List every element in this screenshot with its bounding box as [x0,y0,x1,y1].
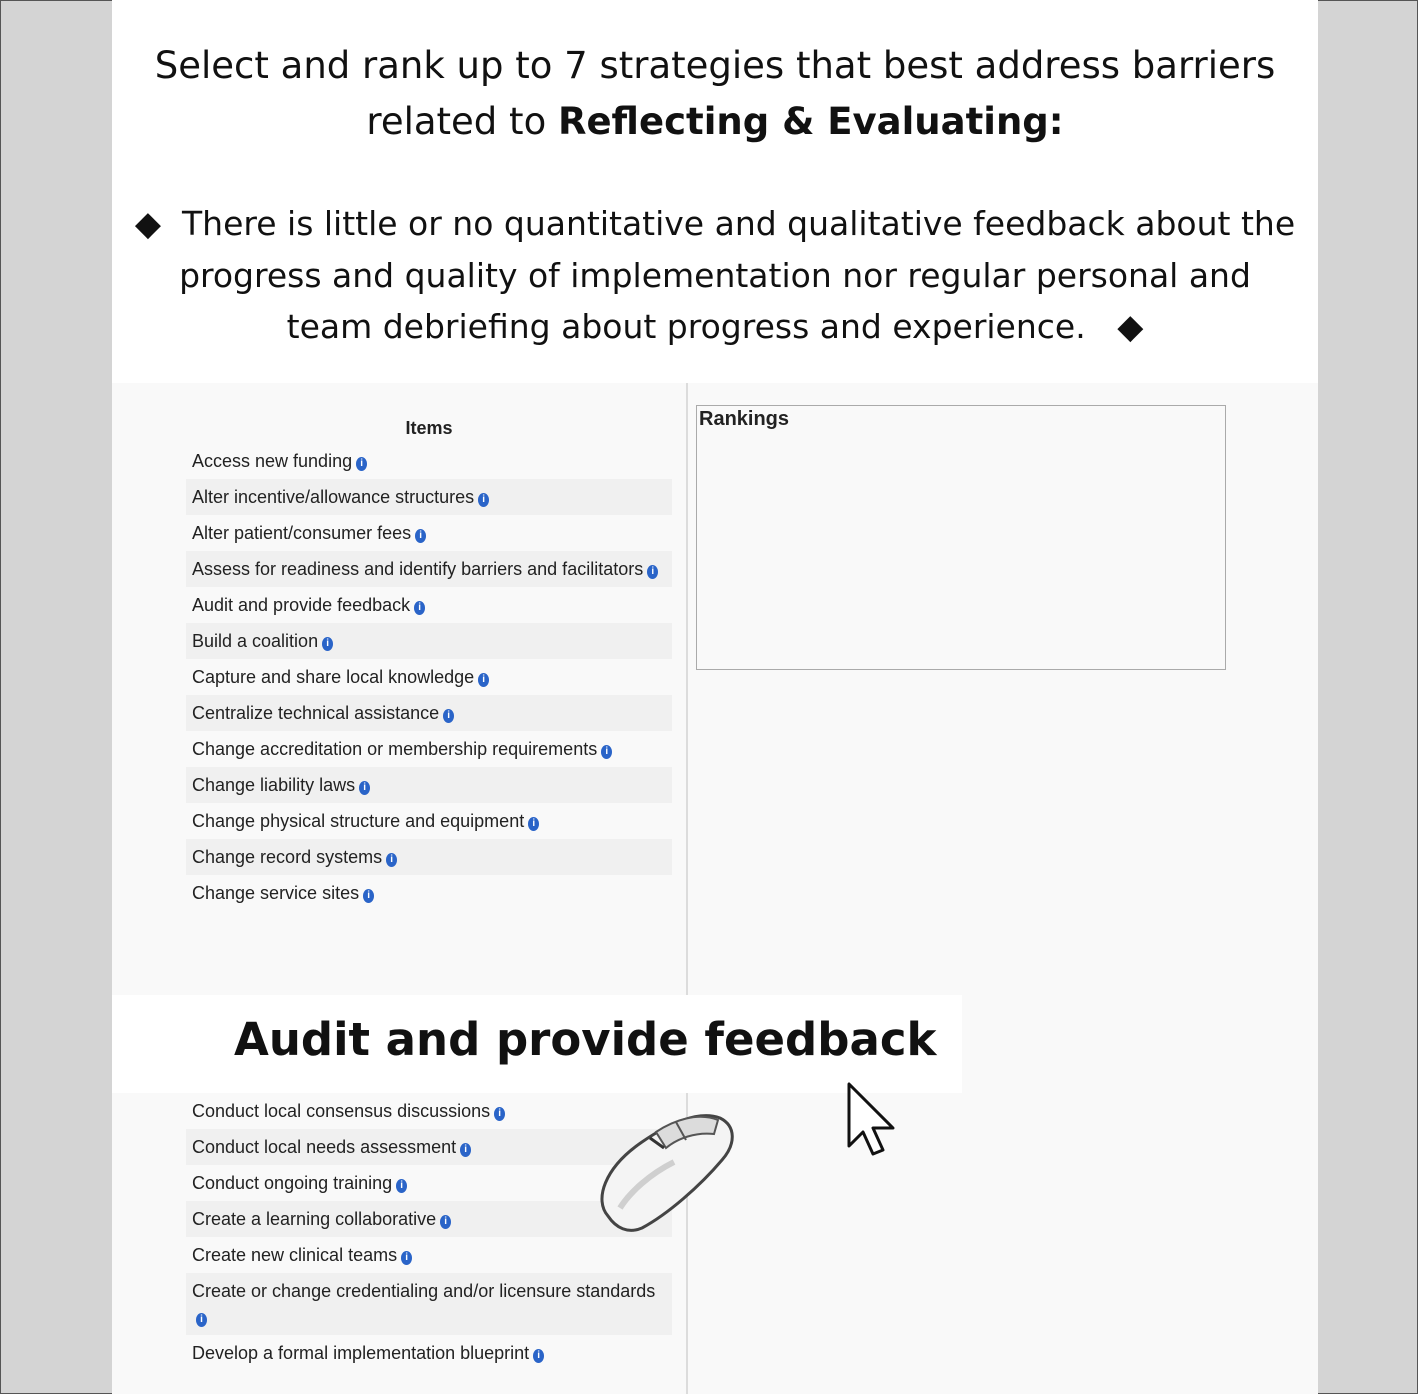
info-icon[interactable]: i [386,853,397,867]
strategy-label: Change record systems [192,847,383,867]
rankings-title: Rankings [699,408,790,430]
diamond-bullet-icon: ◆ [134,204,162,244]
strategy-item[interactable] [186,443,672,479]
info-icon[interactable]: i [359,781,370,795]
items-list [186,443,672,911]
strategy-item[interactable] [186,1273,672,1335]
strategy-item[interactable] [186,839,672,875]
prompt-line-1: Select and rank up to 7 strategies that best address barriers [154,44,1276,87]
info-icon[interactable]: i [414,601,425,615]
strategy-item[interactable] [186,1335,672,1371]
prompt-prefix: related to [366,100,558,143]
strategy-label: Audit and provide feedback [192,595,411,615]
strategy-item[interactable] [186,875,672,911]
strategy-label: Create new clinical teams [192,1245,398,1265]
strategy-label: Conduct ongoing training [192,1173,393,1193]
strategy-label: Change accreditation or membership requirements [192,739,598,759]
barrier-text: There is little or no quantitative and qualitative feedback about the progress and quality of implementation nor regular personal and team debriefing about progress and experience. [179,204,1296,346]
strategy-label: Create a learning collaborative [192,1209,437,1229]
strategy-label: Alter incentive/allowance structures [192,487,475,507]
info-icon[interactable]: i [356,457,367,471]
info-icon[interactable]: i [322,637,333,651]
prompt-colon: : [1048,100,1064,143]
strategy-label: Change liability laws [192,775,356,795]
strategy-label: Conduct local needs assessment [192,1137,457,1157]
strategy-label: Change service sites [192,883,360,903]
info-icon[interactable]: i [494,1107,505,1121]
info-icon[interactable]: i [533,1349,544,1363]
info-icon[interactable]: i [478,493,489,507]
column-divider [686,383,688,1394]
info-icon[interactable]: i [415,529,426,543]
strategy-item[interactable] [186,623,672,659]
strategy-label: Centralize technical assistance [192,703,440,723]
strategy-label: Capture and share local knowledge [192,667,475,687]
strategy-label: Access new funding [192,451,353,471]
survey-page [112,0,1318,1394]
strategy-label: Change physical structure and equipment [192,811,525,831]
strategy-label: Alter patient/consumer fees [192,523,412,543]
info-icon[interactable]: i [647,565,658,579]
rankings-drop-area[interactable] [696,405,1226,670]
info-icon[interactable]: i [460,1143,471,1157]
domain-name: Reflecting & Evaluating [557,100,1049,143]
strategy-item[interactable] [186,1237,672,1273]
info-icon[interactable]: i [401,1251,412,1265]
info-icon[interactable]: i [601,745,612,759]
strategy-label: Build a coalition [192,631,319,651]
cursor-arrow-icon [845,1080,901,1158]
computer-mouse-icon [590,1108,740,1236]
strategy-label: Conduct local consensus discussions [192,1101,491,1121]
info-icon[interactable]: i [478,673,489,687]
info-icon[interactable]: i [396,1179,407,1193]
strategy-item[interactable] [186,587,672,623]
items-column [186,413,672,911]
dragged-item-label: Audit and provide feedback [234,1013,937,1066]
ranking-widget [112,383,1318,1394]
strategy-label: Create or change credentialing and/or licensure standards [192,1281,656,1301]
strategy-item[interactable] [186,479,672,515]
info-icon[interactable]: i [528,817,539,831]
strategy-item[interactable] [186,803,672,839]
diamond-bullet-icon: ◆ [1117,307,1144,347]
info-icon[interactable]: i [363,889,374,903]
strategy-item[interactable] [186,695,672,731]
question-prompt [132,38,1298,150]
strategy-item[interactable] [186,551,672,587]
strategy-label: Develop a formal implementation blueprint [192,1343,530,1363]
prompt-line-2 [132,94,1298,150]
question-header [112,0,1318,383]
strategy-label: Assess for readiness and identify barriers and facilitators [192,559,644,579]
strategy-item[interactable] [186,731,672,767]
strategy-item[interactable] [186,515,672,551]
info-icon[interactable]: i [440,1215,451,1229]
info-icon[interactable]: i [196,1313,207,1327]
strategy-item[interactable] [186,659,672,695]
info-icon[interactable]: i [443,709,454,723]
strategy-item[interactable] [186,767,672,803]
barrier-statement [132,198,1298,353]
drag-callout [112,995,962,1093]
items-header: Items [405,418,453,438]
